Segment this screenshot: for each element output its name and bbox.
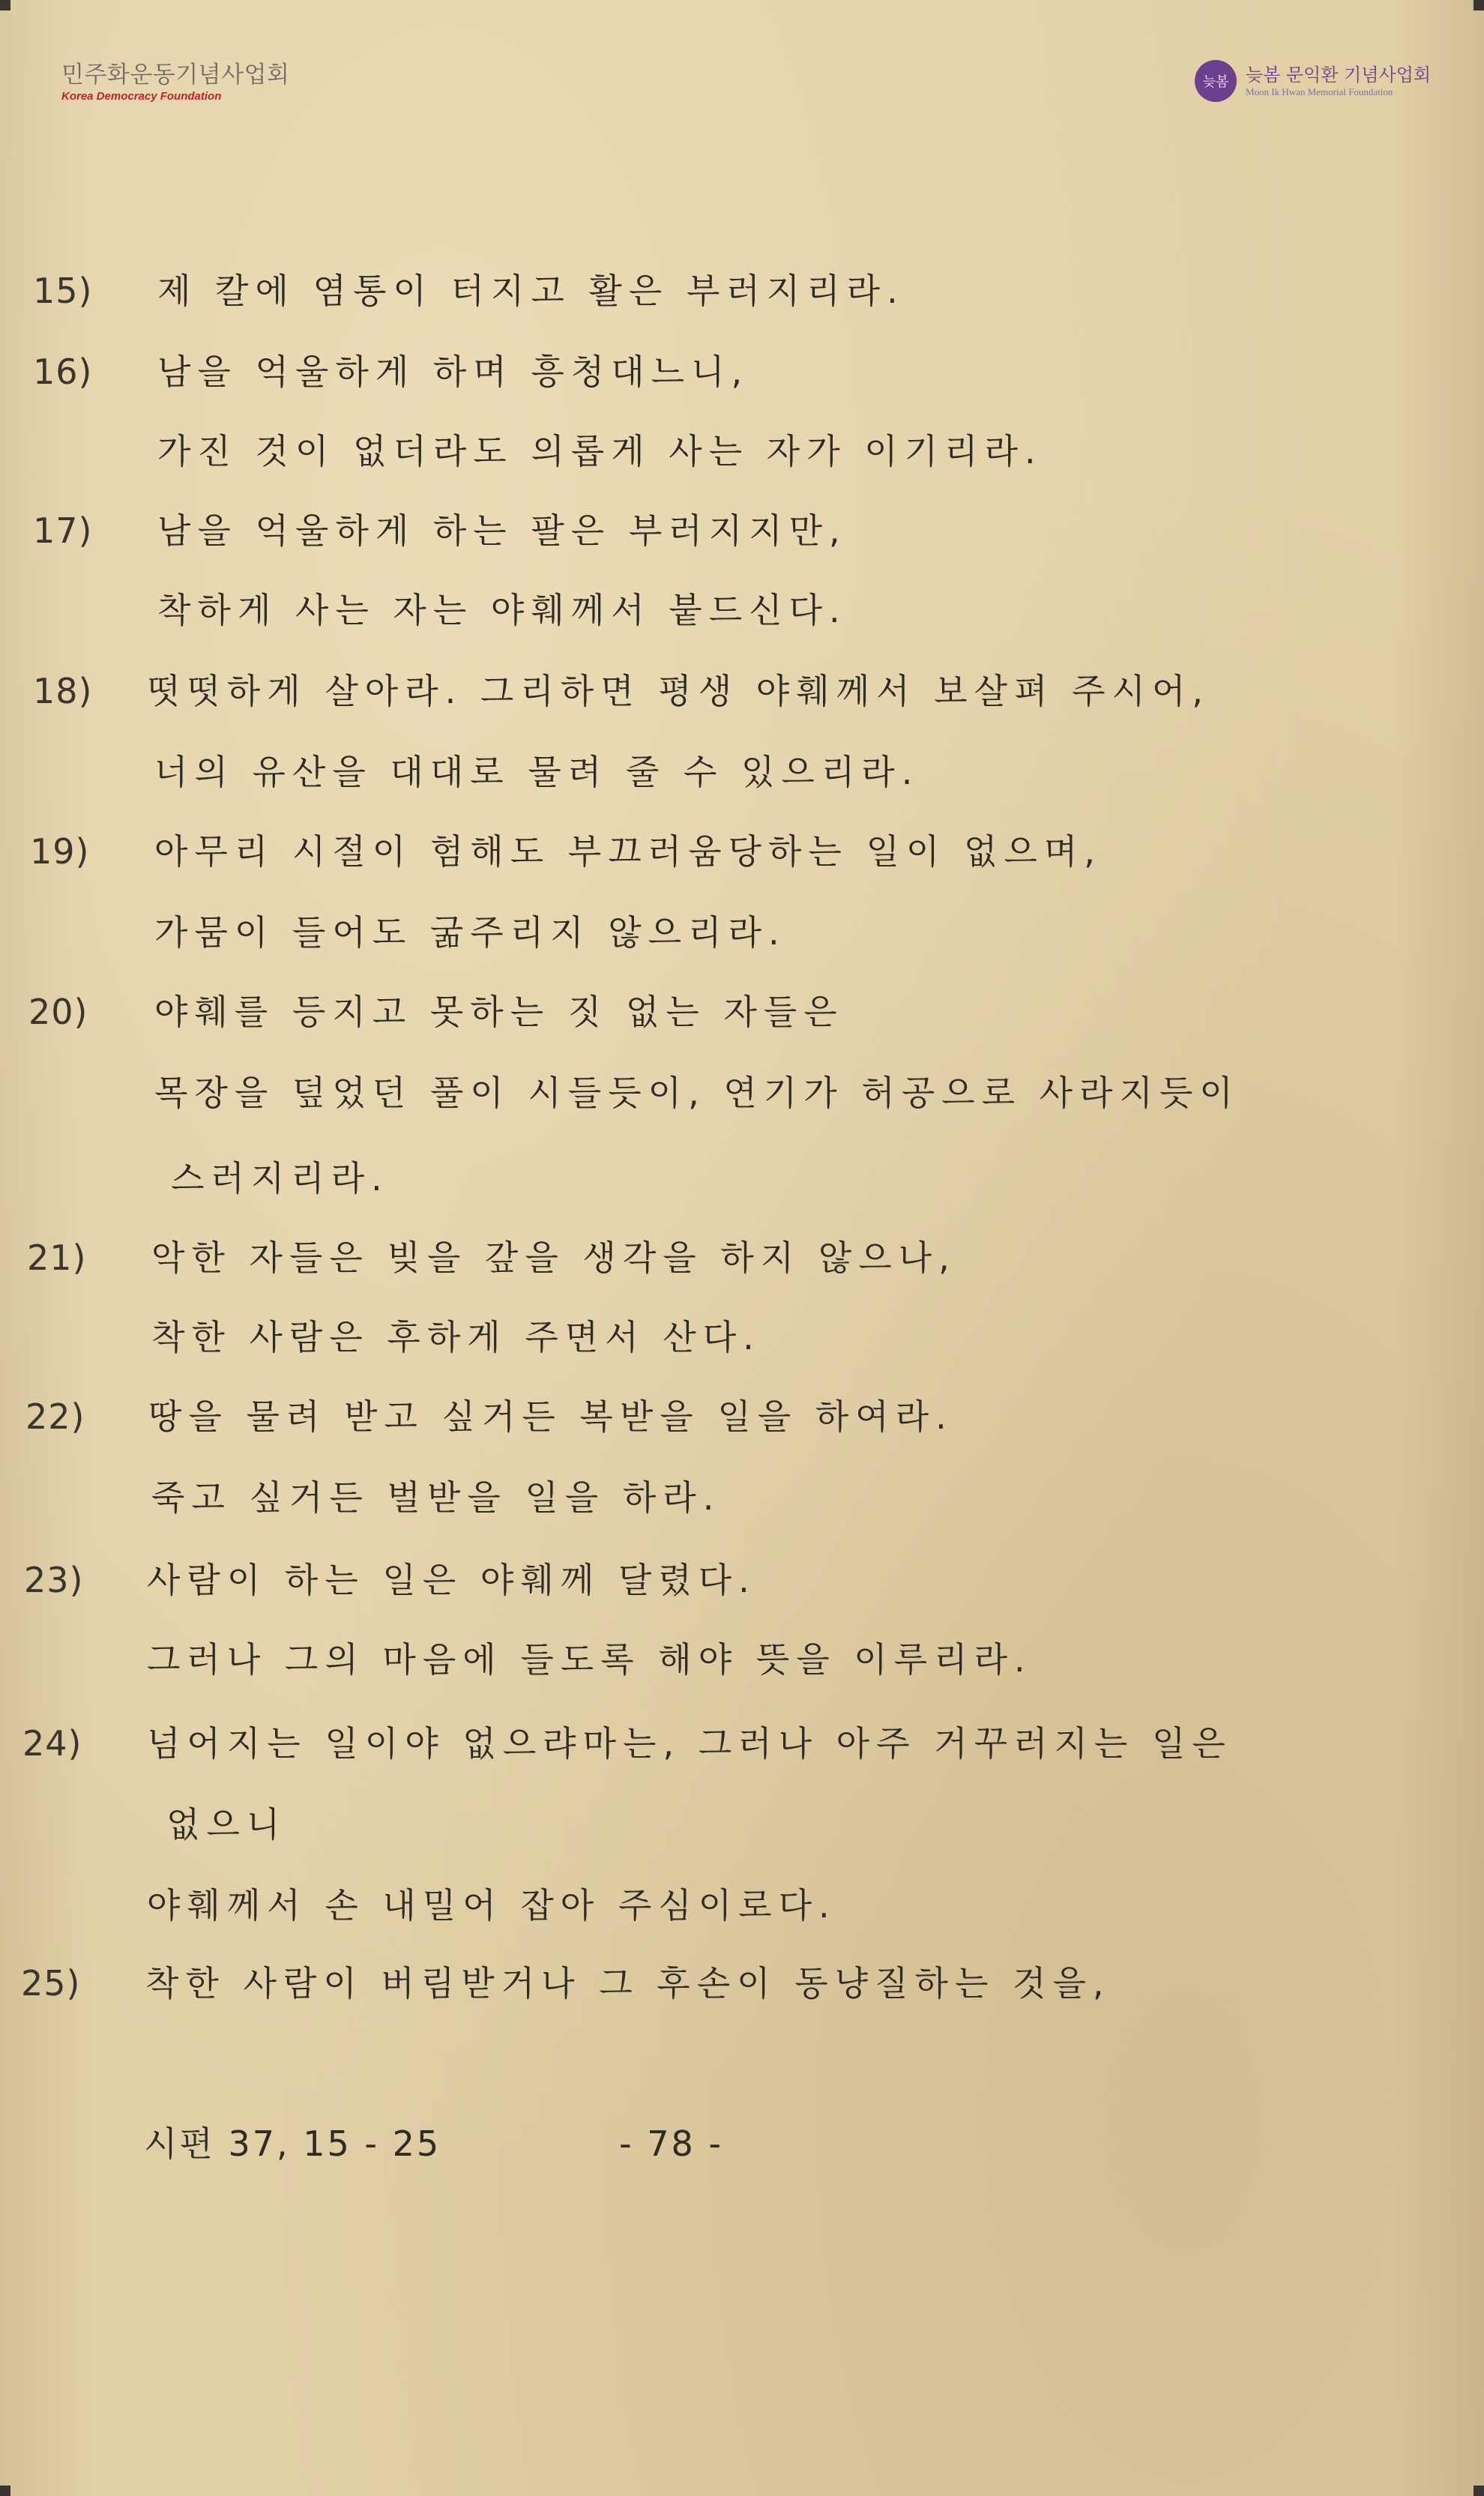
verse-line: 착한 사람이 버림받거나 그 후손이 동냥질하는 것을,	[145, 1963, 1111, 2004]
logo-korean-text: 민주화운동기념사업회	[61, 61, 290, 88]
page-number: - 78 -	[619, 2123, 723, 2164]
verse-line: 야훼께서 손 내밀어 잡아 주심이로다.	[147, 1885, 836, 1926]
verse-number: 22)	[25, 1396, 85, 1437]
verse-number: 23)	[24, 1560, 84, 1600]
verse-line: 죽고 싶거든 벌받을 일을 하라.	[151, 1477, 721, 1518]
verse-line: 아무리 시절이 험해도 부끄러움당하는 일이 없으며,	[154, 831, 1102, 872]
scan-corner	[1474, 2486, 1484, 2496]
korea-democracy-foundation-logo	[61, 60, 289, 103]
verse-line: 땅을 물려 받고 싶거든 복받을 일을 하여라.	[148, 1396, 953, 1437]
verse-line: 착하게 사는 자는 야훼께서 붙드신다.	[157, 590, 847, 630]
verse-number: 25)	[21, 1963, 81, 2004]
verse-line: 남을 억울하게 하며 흥청대느니,	[157, 352, 749, 392]
verse-line: 너의 유산을 대대로 물려 줄 수 있으리라.	[154, 752, 920, 792]
foundation-emblem-icon: 늦봄	[1195, 60, 1237, 102]
verse-number: 21)	[27, 1238, 87, 1278]
verse-line: 그러나 그의 마음에 들도록 해야 뜻을 이루리라.	[147, 1639, 1032, 1680]
verse-number: 16)	[33, 352, 93, 392]
verse-line: 제 칼에 염통이 터지고 활은 부러지리라.	[157, 271, 905, 311]
moon-ik-hwan-foundation-logo	[1195, 60, 1431, 102]
verse-line: 목장을 덮었던 풀이 시들듯이, 연기가 허공으로 사라지듯이	[154, 1073, 1240, 1113]
verse-line: 떳떳하게 살아라. 그리하면 평생 야훼께서 보살펴 주시어,	[147, 671, 1210, 711]
verse-line: 가진 것이 없더라도 의롭게 사는 자가 이기리라.	[157, 431, 1043, 471]
scan-corner	[0, 2486, 10, 2496]
logo-korean-text: 늦봄 문익환 기념사업회	[1246, 64, 1432, 85]
verse-number: 20)	[28, 992, 88, 1032]
verse-line: 없으니	[166, 1804, 287, 1845]
verse-number: 18)	[33, 671, 93, 711]
scan-corner	[1474, 0, 1484, 10]
verse-number: 19)	[30, 831, 90, 872]
logo-english-text: Korea Democracy Foundation	[61, 90, 222, 103]
verse-line: 야훼를 등지고 못하는 짓 없는 자들은	[154, 992, 844, 1032]
verse-number: 17)	[33, 510, 93, 551]
verse-line: 남을 억울하게 하는 팔은 부러지지만,	[157, 510, 847, 551]
verse-number: 15)	[33, 271, 93, 311]
verse-line: 악한 자들은 빚을 갚을 생각을 하지 않으나,	[151, 1238, 956, 1278]
verse-line: 가뭄이 들어도 굶주리지 않으리라.	[154, 912, 786, 953]
scan-corner	[0, 0, 10, 10]
verse-line: 착한 사람은 후하게 주면서 산다.	[151, 1317, 761, 1357]
verse-line: 넘어지는 일이야 없으랴마는, 그러나 아주 거꾸러지는 일은	[147, 1723, 1232, 1764]
scripture-reference: 시편 37, 15 - 25	[144, 2123, 441, 2164]
logo-english-text: Moon Ik Hwan Memorial Foundation	[1246, 86, 1393, 97]
verse-line: 스러지리라.	[171, 1158, 389, 1199]
verse-number: 24)	[22, 1723, 82, 1764]
verse-line: 사람이 하는 일은 야훼께 달렸다.	[147, 1560, 756, 1600]
